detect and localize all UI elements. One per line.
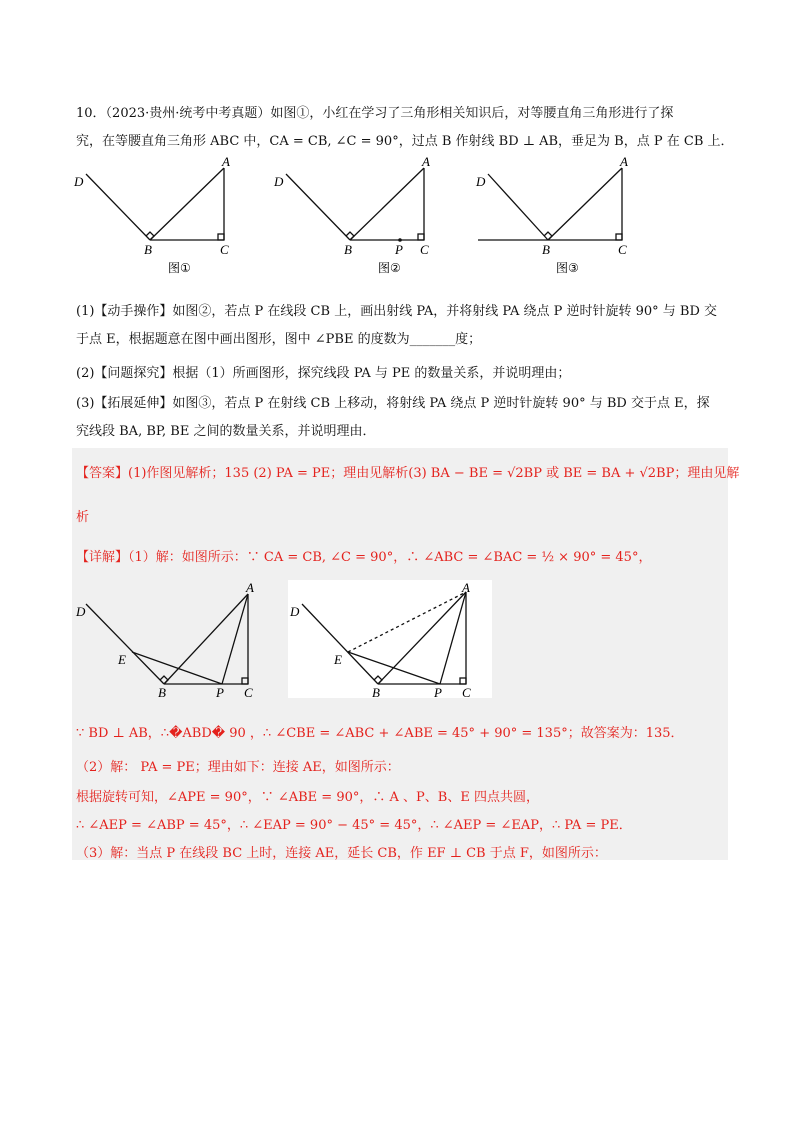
fig2-label-p: P	[395, 242, 403, 257]
fig2-label-c: C	[420, 242, 429, 257]
figure-1	[86, 168, 224, 240]
fig1-label-a: A	[222, 154, 230, 169]
problem-line-2: 究，在等腰直角三角形 ABC 中，CA = CB, ∠C = 90°，过点 B 作射线 BD ⊥ AB，垂足为 B，点 P 在 CB 上．	[76, 134, 734, 149]
question-1-line-1: (1)【动手操作】如图②，若点 P 在线段 CB 上，画出射线 PA，并将射线 PA 绕点 P 逆时针旋转 90° 与 BD 交	[76, 304, 718, 319]
figure-2	[286, 168, 424, 240]
sol-right-label-a: A	[462, 580, 470, 595]
fig1-label-c: C	[220, 242, 229, 257]
fig2-label-b: B	[344, 242, 352, 257]
solution-step-1: ∵ BD ⊥ AB，∴�ABD� 90 ，∴ ∠CBE = ∠ABC + ∠ABE = 45° + 90° = 135°；故答案为：135．	[76, 726, 684, 741]
solution-step-2: （2）解： PA = PE；理由如下：连接 AE，如图所示：	[76, 760, 400, 775]
figure-3	[478, 168, 622, 240]
fig3-label-d: D	[476, 174, 486, 189]
fig3-caption: 图③	[556, 261, 579, 275]
sol-right-label-b: B	[372, 685, 380, 700]
question-3-line-1: (3)【拓展延伸】如图③，若点 P 在射线 CB 上移动，将射线 PA 绕点 P 逆时针旋转 90° 与 BD 交于点 E，探	[76, 396, 710, 411]
fig3-label-b: B	[542, 242, 550, 257]
solution-step-4: ∴ ∠AEP = ∠ABP = 45°，∴ ∠EAP = 90° − 45° = 45°，∴ ∠AEP = ∠EAP，∴ PA = PE．	[76, 818, 632, 833]
sol-left-label-p: P	[216, 685, 224, 700]
sol-left-label-b: B	[158, 685, 166, 700]
fig3-label-c: C	[618, 242, 627, 257]
question-1-line-2: 于点 E，根据题意在图中画出图形，图中 ∠PBE 的度数为_______度；	[76, 332, 482, 347]
question-3-line-2: 究线段 BA, BP, BE 之间的数量关系，并说明理由．	[76, 424, 376, 439]
sol-right-label-c: C	[462, 685, 471, 700]
sol-right-label-p: P	[434, 685, 442, 700]
fig1-label-b: B	[144, 242, 152, 257]
fig1-label-d: D	[74, 174, 84, 189]
sol-right-label-e: E	[334, 652, 342, 667]
sol-left-label-c: C	[244, 685, 253, 700]
fig2-caption: 图②	[378, 261, 401, 275]
solution-figure-left	[86, 594, 248, 684]
detail-line: 【详解】（1）解：如图所示：∵ CA = CB, ∠C = 90°，∴ ∠ABC = ∠BAC = ½ × 90° = 45°，	[76, 550, 652, 565]
solution-step-3: 根据旋转可知，∠APE = 90°，∵ ∠ABE = 90°，∴ A 、P、B、E 四点共圆，	[76, 790, 539, 805]
sol-left-label-d: D	[76, 604, 86, 619]
fig3-label-a: A	[620, 154, 628, 169]
sol-left-label-a: A	[246, 580, 254, 595]
answer-line-1: 【答案】(1)作图见解析；135 (2) PA = PE；理由见解析(3) BA − BE = √2BP 或 BE = BA + √2BP；理由见解	[76, 466, 740, 481]
fig2-label-a: A	[422, 154, 430, 169]
question-2: (2)【问题探究】根据（1）所画图形，探究线段 PA 与 PE 的数量关系，并说明理由；	[76, 366, 571, 381]
sol-right-label-d: D	[290, 604, 300, 619]
problem-line-1: 10．（2023·贵州·统考中考真题）如图①，小红在学习了三角形相关知识后，对等腰直角三角形进行了探	[76, 106, 674, 121]
solution-figures	[72, 580, 492, 702]
answer-line-2: 析	[76, 510, 90, 525]
solution-step-5: （3）解：当点 P 在线段 BC 上时，连接 AE，延长 CB，作 EF ⊥ CB 于点 F，如图所示：	[76, 846, 607, 861]
sol-left-label-e: E	[118, 652, 126, 667]
problem-figures	[60, 150, 740, 280]
fig2-label-d: D	[274, 174, 284, 189]
fig1-caption: 图①	[168, 261, 191, 275]
